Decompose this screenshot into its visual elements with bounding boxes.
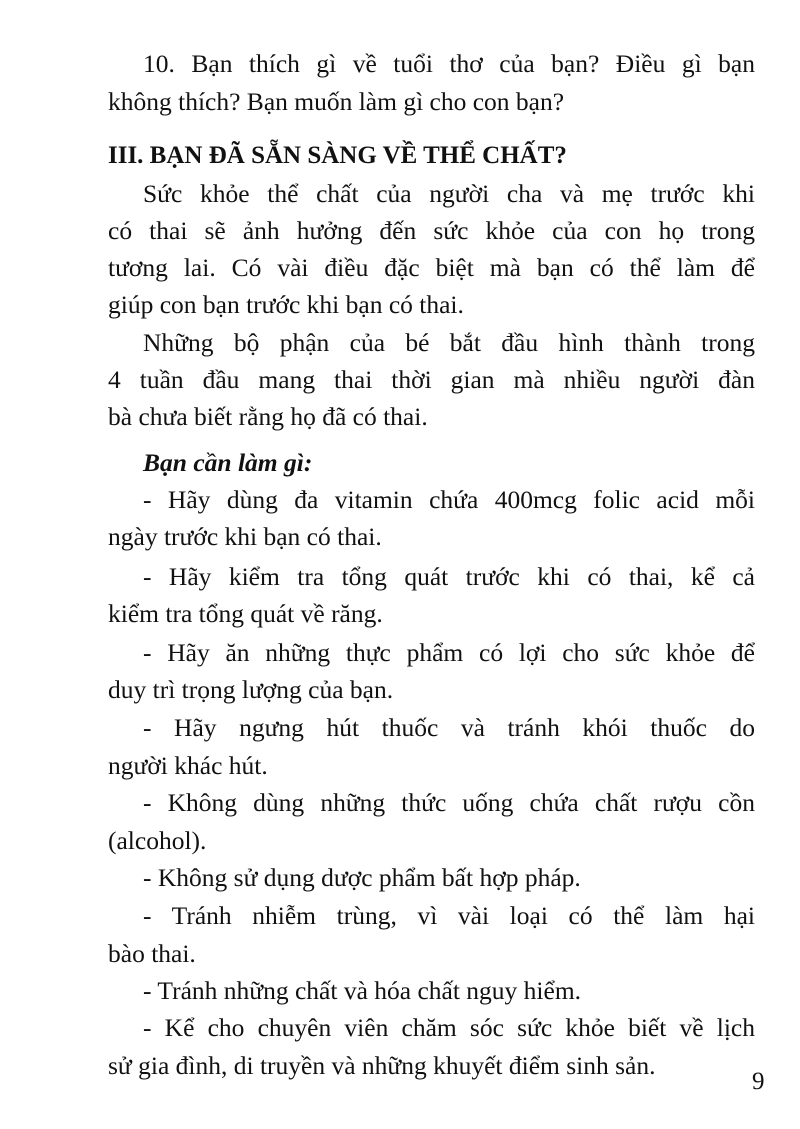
text-line: Bạn cần làm gì: [143,448,313,477]
text-line: Những bộ phận của bé bắt đầu hình thành trong [143,328,755,357]
text-line: - Tránh những chất và hóa chất nguy hiểm. [143,976,582,1005]
text-line: - Hãy dùng đa vitamin chứa 400mcg folic acid mỗi [143,485,755,514]
text-line: 10. Bạn thích gì về tuổi thơ của bạn? Điều gì bạn [143,49,755,78]
text-line: bào thai. [108,939,196,968]
page-number: 9 [752,1068,765,1095]
text-line: - Hãy ăn những thực phẩm có lợi cho sức khỏe để [143,638,755,667]
text-line: - Tránh nhiễm trùng, vì vài loại có thể làm hại [143,901,755,930]
text-line: - Hãy ngưng hút thuốc và tránh khói thuốc do [143,713,755,742]
text-line: duy trì trọng lượng của bạn. [108,675,394,704]
text-line: III. BẠN ĐÃ SẴN SÀNG VỀ THỂ CHẤT? [108,142,567,169]
text-line: - Hãy kiểm tra tổng quát trước khi có thai, kể cả [143,562,755,591]
text-line: giúp con bạn trước khi bạn có thai. [108,290,464,319]
text-line: kiểm tra tổng quát về răng. [108,599,383,628]
text-line: ngày trước khi bạn có thai. [108,522,382,551]
text-line: (alcohol). [108,826,207,855]
text-line: người khác hút. [108,751,268,780]
text-line: - Không dùng những thức uống chứa chất rượu cồn [143,788,755,817]
text-line: không thích? Bạn muốn làm gì cho con bạn? [108,87,565,116]
text-line: 4 tuần đầu mang thai thời gian mà nhiều người đàn [108,365,755,394]
text-line: sử gia đình, di truyền và những khuyết điểm sinh sản. [108,1051,656,1080]
text-line: có thai sẽ ảnh hưởng đến sức khỏe của con họ trong [108,216,755,245]
text-line: bà chưa biết rằng họ đã có thai. [108,402,428,431]
text-line: tương lai. Có vài điều đặc biệt mà bạn có thể làm để [108,253,755,282]
text-line: - Kể cho chuyên viên chăm sóc sức khỏe biết về lịch [143,1013,755,1042]
text-line: - Không sử dụng dược phẩm bất hợp pháp. [143,863,581,892]
text-line: Sức khỏe thể chất của người cha và mẹ trước khi [143,179,755,208]
